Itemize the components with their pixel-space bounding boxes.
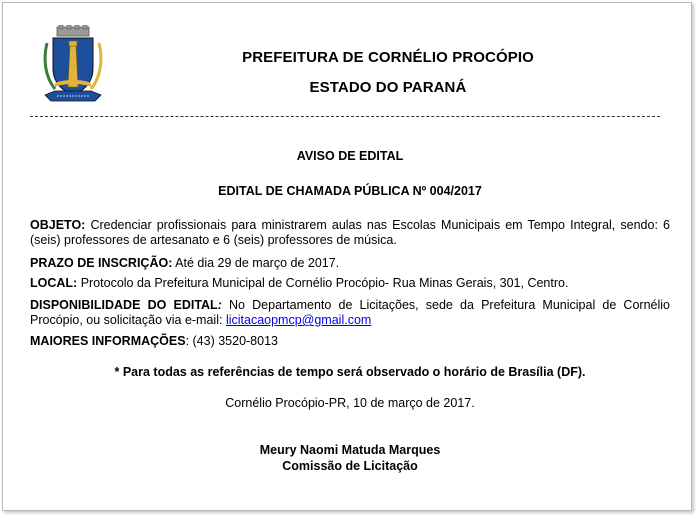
informacoes-label: MAIORES INFORMAÇÕES (30, 334, 186, 348)
document-page (2, 2, 692, 511)
local-text: Protocolo da Prefeitura Municipal de Cornélio Procópio- Rua Minas Gerais, 301, Centro. (77, 276, 569, 290)
objeto-label: OBJETO: (30, 218, 86, 232)
disponibilidade-text: No Departamento de Licitações, sede da Prefeitura Municipal de Cornélio Procópio, ou solicitação via e-mail: (30, 298, 670, 327)
objeto-text: Credenciar profissionais para ministrarem aulas nas Escolas Municipais em Tempo Integral, sendo: 6 (seis) professores de artesanato e 6 (seis) professores de música. (30, 218, 670, 247)
section-objeto (30, 218, 670, 248)
signatory-role: Comissão de Licitação (282, 459, 418, 473)
document-subtitle: EDITAL DE CHAMADA PÚBLICA Nº 004/2017 (218, 184, 482, 198)
section-informacoes (30, 334, 670, 349)
disponibilidade-colon: : (217, 298, 222, 312)
document-title: AVISO DE EDITAL (296, 149, 404, 163)
section-disponibilidade (30, 298, 670, 328)
header-state: ESTADO DO PARANÁ (309, 79, 467, 96)
header-municipality: PREFEITURA DE CORNÉLIO PROCÓPIO (242, 49, 534, 66)
section-local (30, 276, 670, 291)
disponibilidade-label: DISPONIBILIDADE DO EDITAL (30, 298, 218, 312)
section-prazo (30, 256, 670, 271)
time-reference-note: * Para todas as referências de tempo será observado o horário de Brasília (DF). (114, 365, 586, 379)
municipal-coat-of-arms-icon (41, 25, 105, 111)
date-line: Cornélio Procópio-PR, 10 de março de 2017. (225, 396, 475, 410)
prazo-label: PRAZO DE INSCRIÇÃO: (30, 256, 173, 270)
signatory-name: Meury Naomi Matuda Marques (259, 443, 441, 457)
informacoes-text: : (43) 3520-8013 (185, 334, 278, 348)
prazo-text: Até dia 29 de março de 2017. (172, 256, 340, 270)
header-divider (30, 116, 660, 117)
email-link[interactable]: licitacaopmcp@gmail.com (225, 313, 372, 327)
local-label: LOCAL: (30, 276, 78, 290)
